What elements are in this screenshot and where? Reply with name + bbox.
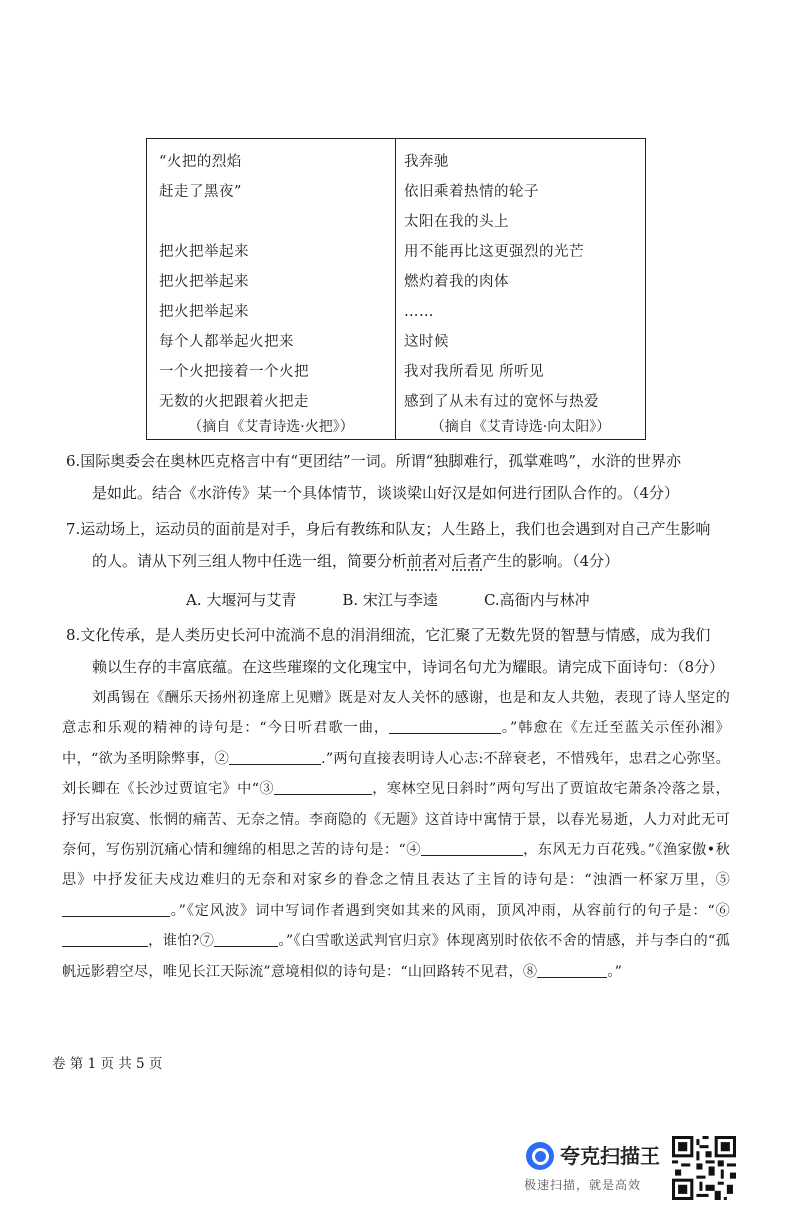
poem-line: 把火把举起来	[159, 244, 249, 260]
question-6	[66, 446, 734, 508]
poem-line: 无数的火把跟着火把走	[159, 394, 309, 410]
question-7-emphasis-former: 前者	[407, 552, 438, 570]
passage-text: .”两句直接表明诗人心志:不辞衰老，不惜残年，忠君之心弥坚。刘长卿在《长沙过贾谊宅》中“③	[62, 750, 731, 798]
poetry-passage	[62, 683, 730, 987]
poem-line: 把火把举起来	[159, 274, 249, 290]
scanner-watermark	[522, 1136, 742, 1202]
answer-blank-2[interactable]	[229, 750, 321, 765]
passage-text: ，谁怕?⑦	[148, 933, 215, 950]
passage-text: ，东风无力百花残。”《渔家傲•秋思》中抒发征夫戍边难归的无奈和对家乡的眷念之情且表达了主旨的诗句是：“浊酒一杯家万里，⑤	[62, 842, 730, 889]
poem-line: ……	[404, 304, 434, 320]
poem-line: 太阳在我的头上	[404, 214, 509, 230]
answer-blank-7[interactable]	[214, 932, 278, 947]
poem-line: 感到了从未有过的宽怀与热爱	[404, 394, 599, 410]
poem-line: 一个火把接着一个火把	[159, 364, 309, 380]
poem-left-column	[147, 139, 396, 439]
question-8-line-1: 8.文化传承，是人类历史长河中流淌不息的涓涓细流，它汇聚了无数先贤的智慧与情感，成为我们	[66, 626, 711, 644]
poem-line: “火把的烈焰	[159, 154, 242, 170]
passage-text: 。”	[607, 963, 623, 980]
qr-code-icon	[672, 1136, 736, 1200]
answer-blank-3[interactable]	[274, 780, 372, 795]
poem-table	[146, 138, 646, 440]
scanner-logo-icon	[526, 1142, 554, 1170]
poem-line: 把火把举起来	[159, 304, 249, 320]
poem-line: 我奔驰	[404, 154, 449, 170]
option-b: B. 宋江与李逵	[342, 591, 438, 609]
option-c: C.高衙内与林冲	[483, 591, 590, 609]
question-7-line-1: 7.运动场上，运动员的面前是对手，身后有教练和队友；人生路上，我们也会遇到对自己产生影响	[66, 520, 711, 538]
passage-text: ，寒林空见日斜时”两句写出了贾谊故宅萧条冷落之景，抒写出寂寞、怅惘的痛苦、无奈之情。李商隐的《无题》这首诗中寓情于景，以春光易逝，人力对此无可奈何，写伤别沉痛心情和缠绵的相思之苦的诗句是：“④	[62, 781, 730, 859]
question-7-emphasis-latter: 后者	[452, 552, 483, 570]
poem-line: 燃灼着我的肉体	[404, 274, 509, 290]
passage-text: 。”《白雪歌送武判官归京》体现离别时依依不舍的情感，并与李白的“孤帆远影碧空尽，唯见长江天际流”意境相似的诗句是：“山回路转不见君，⑧	[62, 933, 730, 980]
question-7-text-b: 对	[437, 552, 453, 570]
poem-line: 我对我所看见 所听见	[404, 364, 545, 380]
question-8	[66, 620, 734, 682]
poem-line: 用不能再比这更强烈的光芒	[404, 244, 584, 260]
question-7-text-a: 的人。请从下列三组人物中任选一组，简要分析	[92, 552, 408, 570]
answer-blank-1[interactable]	[389, 719, 501, 734]
poem-right-column	[396, 139, 645, 439]
question-6-line-2: 是如此。结合《水浒传》某一个具体情节，谈谈梁山好汉是如何进行团队合作的。（4分）	[92, 484, 680, 502]
poem-line: 这时候	[404, 334, 449, 350]
scanner-app-name: 夸克扫描王	[560, 1144, 660, 1168]
page-number: 卷 第 1 页 共 5 页	[52, 1056, 163, 1072]
question-8-line-2: 赖以生存的丰富底蕴。在这些璀璨的文化瑰宝中，诗词名句尤为耀眼。请完成下面诗句：（8分）	[92, 658, 725, 676]
option-a: A. 大堰河与艾青	[186, 591, 297, 609]
answer-blank-5[interactable]	[62, 902, 170, 917]
answer-blank-8[interactable]	[537, 962, 607, 977]
poem-left-source: （摘自《艾青诗选·火把》）	[188, 419, 354, 435]
scanner-tagline: 极速扫描，就是高效	[524, 1178, 642, 1192]
question-7-options	[186, 586, 706, 614]
answer-blank-4[interactable]	[421, 841, 523, 856]
poem-right-lines	[404, 147, 639, 417]
passage-text: 。”《定风波》词中写词作者遇到突如其来的风雨，顶风冲雨，从容前行的句子是：“⑥	[170, 902, 730, 919]
question-7-text-c: 产生的影响。（4分）	[482, 552, 620, 570]
passage-text: 刘禹锡在《酬乐天扬州初逢席上见赠》既是对友人关怀的感谢，也是和友人共勉，表现了诗人坚定的意志和乐观的精神的诗句是：“今日听君歌一曲，	[62, 690, 730, 737]
question-7	[66, 514, 734, 576]
poem-right-source: （摘自《艾青诗选·向太阳》）	[430, 419, 611, 435]
poem-left-lines	[159, 147, 389, 417]
poem-line: 每个人都举起火把来	[159, 334, 294, 350]
question-7-line-2	[66, 546, 734, 576]
poem-line: 赶走了黑夜”	[159, 184, 242, 200]
poem-line	[159, 207, 389, 237]
question-6-line-1: 6.国际奥委会在奥林匹克格言中有“更团结”一词。所谓“独脚难行，孤掌难鸣”，水浒的世界亦	[66, 452, 681, 470]
poem-line: 依旧乘着热情的轮子	[404, 184, 539, 200]
answer-blank-6[interactable]	[62, 932, 148, 947]
passage-text: 。”韩愈在《左迁至蓝关示侄孙湘》中，“欲为圣明除弊事，②	[62, 720, 731, 767]
